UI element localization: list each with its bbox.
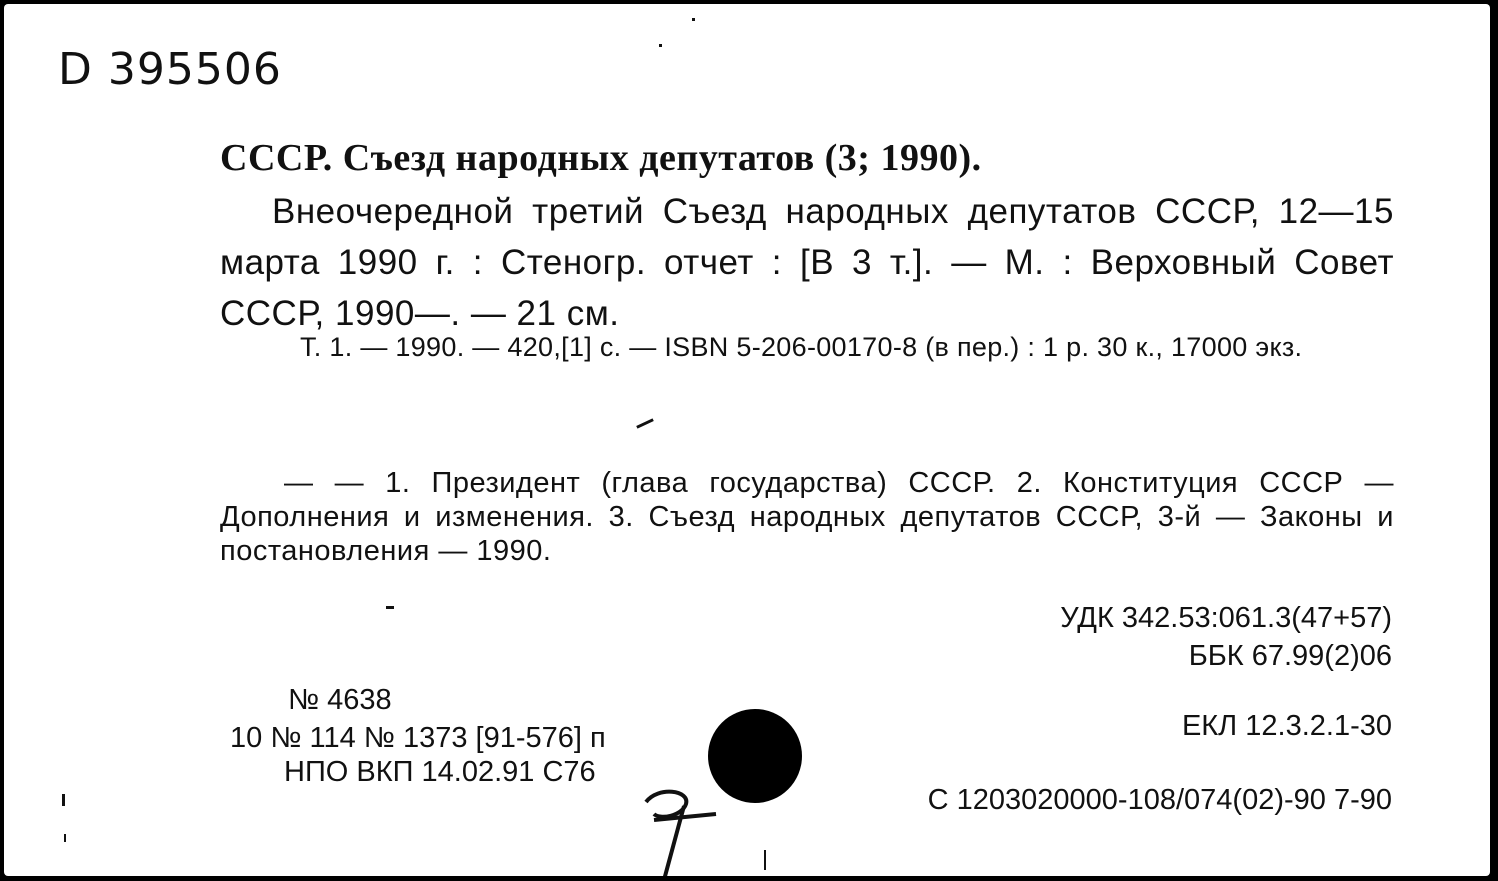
- handwritten-mark-icon: [624, 774, 734, 876]
- speck-mark: [636, 418, 654, 428]
- card-heading: СССР. Съезд народных депутатов (3; 1990).: [220, 137, 982, 179]
- title-paragraph: Внеочередной третий Съезд народных депутатов СССР, 12—15 марта 1990 г. : Стеногр. отчет : [В 3 т.]. — М. : Верховный Совет СССР, 1990—. — 21 см.: [220, 192, 1394, 333]
- speck-mark: [386, 606, 394, 609]
- bbk-code: ББК 67.99(2)06: [1188, 640, 1392, 672]
- speck-mark: [692, 18, 695, 21]
- speck-mark: [62, 794, 65, 806]
- card-number: № 4638: [288, 684, 392, 716]
- order-line: 10 № 114 № 1373 [91-576] п: [230, 722, 606, 754]
- publisher-line: НПО ВКП 14.02.91 С76: [284, 756, 596, 788]
- ekl-code: ЕКЛ 12.3.2.1-30: [1181, 710, 1392, 742]
- catalog-code: С 1203020000-108/074(02)-90 7-90: [927, 784, 1392, 816]
- inventory-number: D 395506: [58, 44, 282, 95]
- catalog-card: [4, 4, 1490, 876]
- subjects-paragraph: — — 1. Президент (глава государства) СССР. 2. Конституция СССР — Дополнения и изменения. 3. Съезд народных депутатов СССР, 3-й — Законы и постановления — 1990.: [220, 467, 1394, 567]
- volume-paragraph: Т. 1. — 1990. — 420,[1] с. — ISBN 5-206-00170-8 (в пер.) : 1 р. 30 к., 17000 экз.: [300, 332, 1303, 362]
- udk-code: УДК 342.53:061.3(47+57): [1060, 602, 1392, 634]
- speck-mark: [64, 834, 66, 842]
- speck-mark: [659, 44, 662, 47]
- speck-mark: [764, 850, 766, 870]
